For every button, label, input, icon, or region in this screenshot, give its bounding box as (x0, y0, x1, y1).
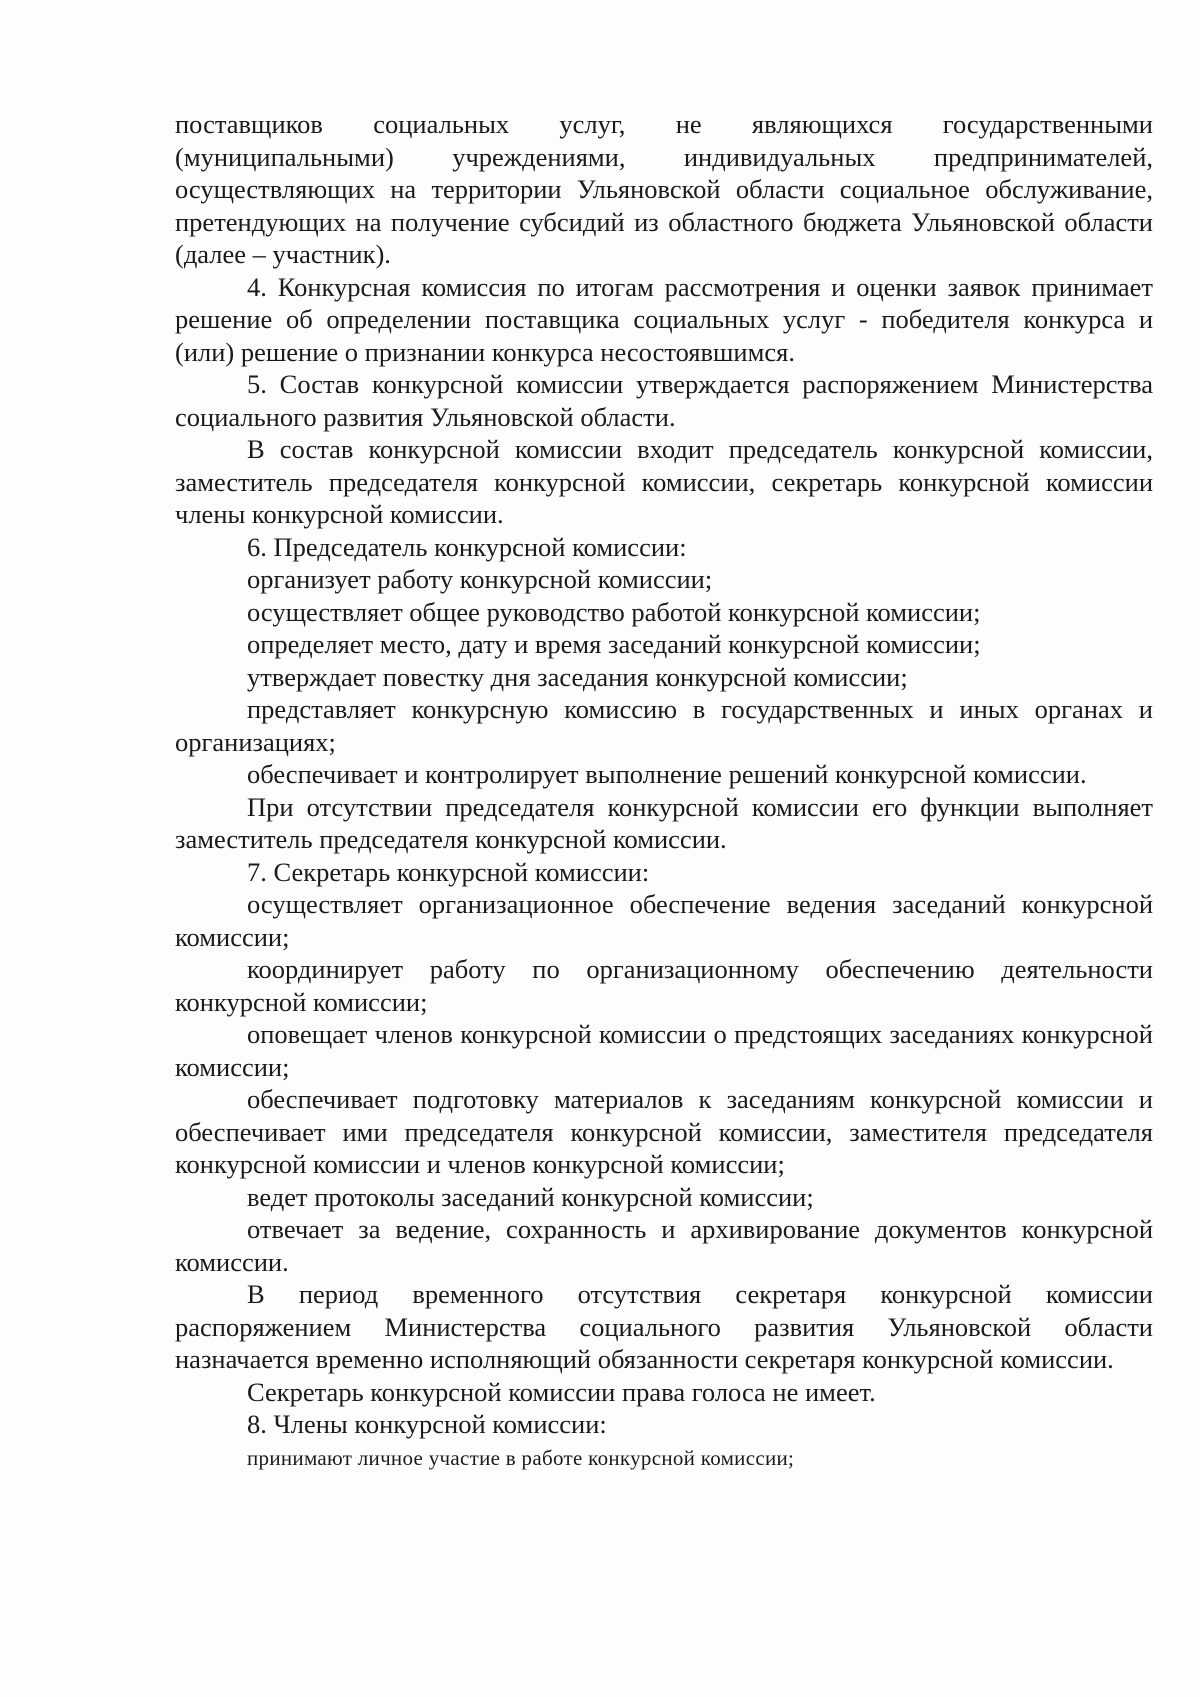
document-body (175, 108, 1153, 1473)
list-item: представляет конкурсную комиссию в государственных и иных органах и организациях; (175, 694, 1153, 757)
list-item: ведет протоколы заседаний конкурсной комиссии; (247, 1181, 814, 1212)
list-item: утверждает повестку дня заседания конкурсной комиссии; (247, 661, 908, 692)
paragraph-continuation: поставщиков социальных услуг, не являющихся государственными (муниципальными) учреждениями, индивидуальных предпринимателей, осуществляющих на территории Ульяновской области социальное обслуживание, претендующих на получение субсидий из областного бюджета Ульяновской области (далее – участник). (175, 109, 1153, 269)
paragraph-item-6-heading: 6. Председатель конкурсной комиссии: (247, 531, 687, 562)
list-item: обеспечивает и контролирует выполнение решений конкурсной комиссии. (247, 759, 1087, 789)
paragraph-chair-absence: При отсутствии председателя конкурсной комиссии его функции выполняет заместитель председателя конкурсной комиссии. (175, 791, 1153, 854)
paragraph-item-4: 4. Конкурсная комиссия по итогам рассмотрения и оценки заявок принимает решение об определении поставщика социальных услуг - победителя конкурса и (или) решение о признании конкурса несостоявшимся. (175, 271, 1153, 367)
list-item: осуществляет общее руководство работой конкурсной комиссии; (247, 596, 981, 627)
list-item: оповещает членов конкурсной комиссии о предстоящих заседаниях конкурсной комиссии; (175, 1019, 1153, 1082)
paragraph-secretary-absence: В период временного отсутствия секретаря конкурсной комиссии распоряжением Министерства социального развития Ульяновской области назначается временно исполняющий обязанности секретаря конкурсной комиссии. (175, 1279, 1153, 1374)
list-item: определяет место, дату и время заседаний конкурсной комиссии; (247, 629, 981, 659)
paragraph-secretary-no-vote: Секретарь конкурсной комиссии права голоса не имеет. (247, 1376, 876, 1407)
list-item: отвечает за ведение, сохранность и архивирование документов конкурсной комиссии. (175, 1214, 1153, 1277)
paragraph-item-5: 5. Состав конкурсной комиссии утверждается распоряжением Министерства социального развития Ульяновской области. (175, 369, 1153, 432)
paragraph-item-8-heading: 8. Члены конкурсной комиссии: (247, 1409, 607, 1439)
list-item: обеспечивает подготовку материалов к заседаниям конкурсной комиссии и обеспечивает ими председателя конкурсной комиссии, заместителя председателя конкурсной комиссии и членов конкурсной комиссии; (175, 1084, 1153, 1179)
list-item: координирует работу по организационному обеспечению деятельности конкурсной комиссии; (175, 954, 1153, 1017)
paragraph-commission-composition: В состав конкурсной комиссии входит председатель конкурсной комиссии, заместитель председателя конкурсной комиссии, секретарь конкурсной комиссии члены конкурсной комиссии. (175, 434, 1153, 529)
list-item: организует работу конкурсной комиссии; (247, 564, 713, 594)
list-item: принимают личное участие в работе конкурсной комиссии; (247, 1445, 795, 1470)
paragraph-item-7-heading: 7. Секретарь конкурсной комиссии: (247, 856, 650, 887)
list-item: осуществляет организационное обеспечение ведения заседаний конкурсной комиссии; (175, 889, 1153, 952)
